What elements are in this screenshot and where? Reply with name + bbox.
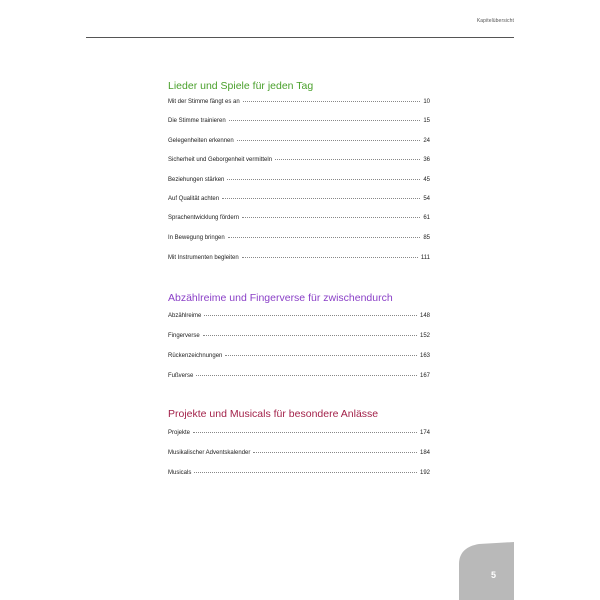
section-title: Lieder und Spiele für jeden Tag (168, 80, 314, 92)
toc-entry[interactable] (168, 469, 430, 477)
toc-entry-label: Sprachentwicklung fördern (168, 215, 240, 221)
dot-leader (193, 432, 417, 433)
toc-entry-label: Die Stimme trainieren (168, 118, 226, 124)
page-tab-shape (459, 542, 514, 600)
toc-entry-label: Gelegenheiten erkennen (168, 138, 234, 144)
toc-entry-page: 148 (419, 313, 430, 319)
toc-entry-label: Fußverse (168, 373, 194, 379)
toc-section-abzaehlreime (168, 292, 430, 379)
toc-entry-page: 54 (423, 196, 430, 202)
toc-entry-page: 45 (423, 177, 430, 183)
toc-entry-page: 85 (423, 235, 430, 241)
toc-entry-page: 192 (419, 470, 430, 476)
toc-entry-label: Abzählreime (168, 313, 202, 319)
dot-leader (222, 198, 420, 199)
dot-leader (203, 335, 417, 336)
dot-leader (227, 179, 420, 180)
toc-entry[interactable] (168, 137, 430, 145)
dot-leader (242, 217, 420, 218)
toc-entry[interactable] (168, 176, 430, 184)
dot-leader (196, 375, 417, 376)
toc-section-lieder (168, 80, 430, 261)
toc-entry-page: 184 (419, 450, 430, 456)
toc-entry[interactable] (168, 254, 430, 262)
dot-leader (237, 140, 421, 141)
dot-leader (194, 472, 417, 473)
toc-entry[interactable] (168, 429, 430, 437)
section-title: Abzählreime und Fingerverse für zwischendurch (168, 292, 393, 304)
toc-entry[interactable] (168, 352, 430, 360)
toc-entry-label: Auf Qualität achten (168, 196, 220, 202)
toc-entry-page: 15 (423, 118, 430, 124)
page-number: 5 (490, 570, 496, 580)
toc-entry-label: In Bewegung bringen (168, 235, 225, 241)
toc-entry[interactable] (168, 156, 430, 164)
toc-entry[interactable] (168, 214, 430, 222)
toc-entry[interactable] (168, 312, 430, 320)
toc-section-projekte (168, 408, 430, 476)
toc-entry-page: 61 (423, 215, 430, 221)
toc-entry[interactable] (168, 449, 430, 457)
toc-entry-page: 24 (423, 138, 430, 144)
toc-entry-label: Beziehungen stärken (168, 177, 225, 183)
toc-entry-page: 167 (419, 373, 430, 379)
toc-entry[interactable] (168, 332, 430, 340)
toc-entry-label: Musicals (168, 470, 192, 476)
toc-entry-page: 10 (423, 99, 430, 105)
dot-leader (228, 237, 421, 238)
toc-entry-page: 36 (423, 157, 430, 163)
toc-entry-page: 174 (419, 430, 430, 436)
toc-entry-label: Fingerverse (168, 333, 200, 339)
toc-entry-page: 163 (419, 353, 430, 359)
toc-entry-label: Sicherheit und Geborgenheit vermitteln (168, 157, 273, 163)
section-title: Projekte und Musicals für besondere Anlässe (168, 408, 379, 420)
toc-entry-label: Rückenzeichnungen (168, 353, 223, 359)
header-rule (86, 37, 514, 38)
dot-leader (229, 120, 421, 121)
dot-leader (275, 159, 420, 160)
toc-entry-label: Musikalischer Adventskalender (168, 450, 251, 456)
dot-leader (204, 315, 417, 316)
dot-leader (253, 452, 417, 453)
toc-entry[interactable] (168, 117, 430, 125)
toc-entry-label: Mit der Stimme fängt es an (168, 99, 240, 105)
running-head: Kapitelübersicht (476, 18, 514, 24)
toc-entry[interactable] (168, 195, 430, 203)
toc-entry-label: Mit Instrumenten begleiten (168, 255, 239, 261)
toc-entry-label: Projekte (168, 430, 191, 436)
dot-leader (243, 101, 421, 102)
toc-entry-page: 152 (419, 333, 430, 339)
dot-leader (242, 257, 418, 258)
toc-entry-page: 111 (420, 255, 430, 261)
dot-leader (225, 355, 417, 356)
toc-entry[interactable] (168, 98, 430, 106)
toc-entry[interactable] (168, 372, 430, 380)
toc-entry[interactable] (168, 234, 430, 242)
